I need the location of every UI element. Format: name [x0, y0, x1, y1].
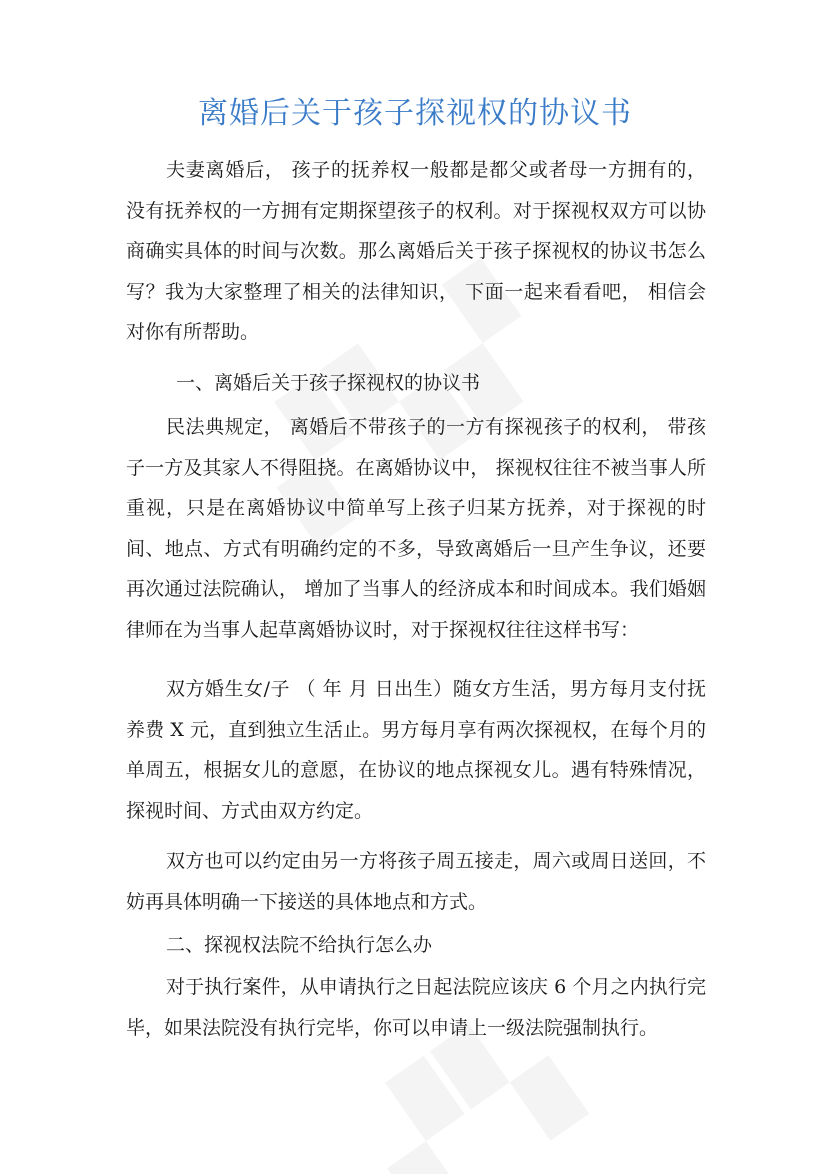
- law-paragraph: 民法典规定， 离婚后不带孩子的一方有探视孩子的权利， 带孩子一方及其家人不得阻挠。在离婚协议中， 探视权往往不被当事人所重视，只是在离婚协议中简单写上孩子归某方抚养，对于探视的时间、地点、方式有明确约定的不多，导致离婚后一旦产生争议，还要再次通过法院确认， 增加了当事人的经济成本和时间成本。我们婚姻律师在为当事人起草离婚协议时，对于探视权往往这样书写：: [126, 416, 706, 641]
- section-heading-2: 二、探视权法院不给执行怎么办: [166, 934, 433, 956]
- section-heading-1: 一、离婚后关于孩子探视权的协议书: [176, 372, 481, 394]
- execution-paragraph: 对于执行案件，从申请执行之日起法院应该庆 6 个月之内执行完毕，如果法院没有执行完毕，你可以申请上一级法院强制执行。: [126, 976, 706, 1039]
- document-title: 离婚后关于孩子探视权的协议书: [198, 96, 632, 131]
- agreement-clause-paragraph: 双方婚生女/子 （ 年 月 日出生）随女方生活，男方每月支付抚养费 X 元，直到独立生活止。男方每月享有两次探视权，在每个月的单周五，根据女儿的意愿，在协议的地点探视女儿。遇有特殊情况，探视时间、方式由双方约定。: [126, 678, 706, 822]
- alternative-arrangement-paragraph: 双方也可以约定由另一方将孩子周五接走，周六或周日送回，不妨再具体明确一下接送的具体地点和方式。: [126, 850, 706, 913]
- intro-paragraph: 夫妻离婚后， 孩子的抚养权一般都是都父或者母一方拥有的， 没有抚养权的一方拥有定期探望孩子的权利。对于探视权双方可以协商确实具体的时间与次数。那么离婚后关于孩子探视权的协议书怎么写？我为大家整理了相关的法律知识， 下面一起来看看吧， 相信会对你有所帮助。: [126, 159, 706, 343]
